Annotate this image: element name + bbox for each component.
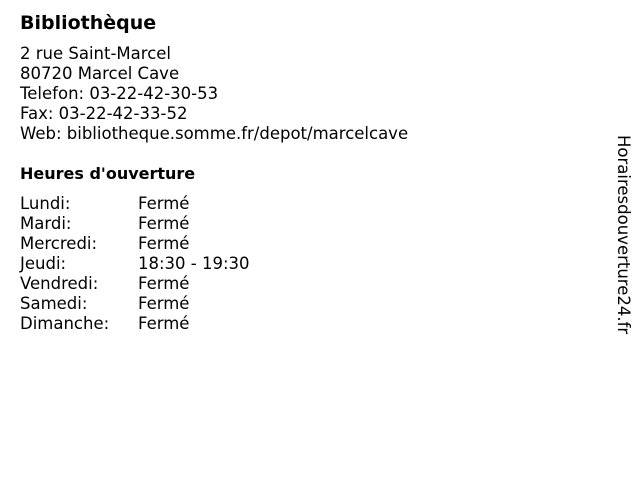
time-value: Fermé [138,194,190,213]
address-block [20,44,408,144]
phone-number: Telefon: 03-22-42-30-53 [20,84,219,103]
hours-row-monday [20,194,250,214]
hours-row-thursday [20,254,250,274]
day-label: Lundi: [20,194,71,213]
website-link: Web: bibliotheque.somme.fr/depot/marcelcave [20,124,409,143]
hours-row-friday [20,274,250,294]
day-label: Mardi: [20,214,72,233]
city-postcode: 80720 Marcel Cave [20,64,180,83]
day-label: Samedi: [20,294,88,313]
day-label: Vendredi: [20,274,99,293]
opening-hours-list [20,194,250,334]
day-label: Jeudi: [20,254,67,273]
site-watermark: Horairesdouverture24.fr [614,135,633,335]
time-value: Fermé [138,234,190,253]
opening-hours-heading: Heures d'ouverture [20,164,196,183]
day-label: Mercredi: [20,234,98,253]
time-value: Fermé [138,274,190,293]
street-address: 2 rue Saint-Marcel [20,44,172,63]
day-label: Dimanche: [20,314,110,333]
library-name: Bibliothèque [20,12,157,34]
time-value: Fermé [138,314,190,333]
time-value: 18:30 - 19:30 [138,254,250,273]
time-value: Fermé [138,214,190,233]
time-value: Fermé [138,294,190,313]
hours-row-sunday [20,314,250,334]
hours-row-wednesday [20,234,250,254]
hours-row-saturday [20,294,250,314]
hours-row-tuesday [20,214,250,234]
fax-number: Fax: 03-22-42-33-52 [20,104,188,123]
